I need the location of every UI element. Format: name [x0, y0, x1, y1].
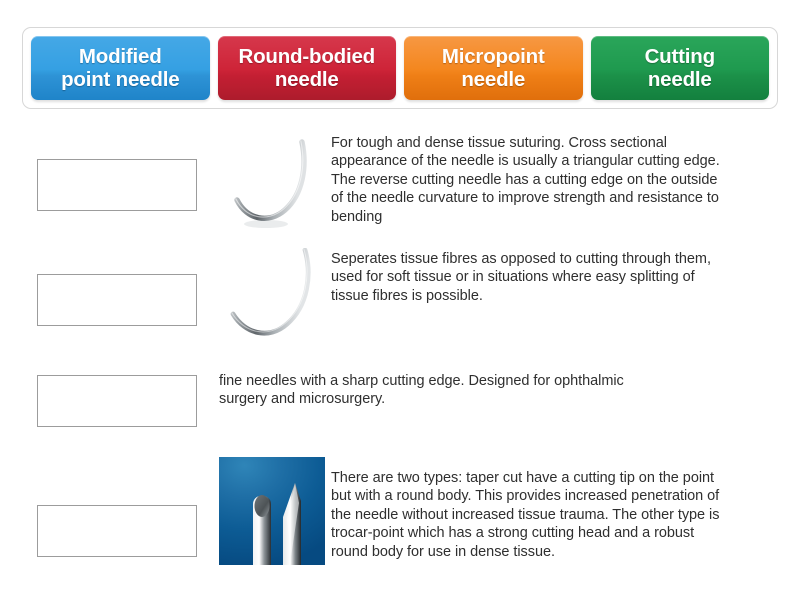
- dropzone-row-1[interactable]: [37, 159, 197, 211]
- tile-label-line2: point needle: [61, 68, 180, 91]
- tile-label-line1: Micropoint: [441, 45, 545, 68]
- row-description: fine needles with a sharp cutting edge. Designed for ophthalmic surgery and microsurgery.: [219, 373, 624, 408]
- tile-label-line1: Cutting: [644, 45, 715, 68]
- needle-tips-photo: [219, 457, 327, 565]
- table-row: [0, 456, 800, 586]
- tile-label: [238, 45, 375, 91]
- tile-label-line2: needle: [274, 68, 339, 91]
- curved-needle-icon: [219, 138, 327, 234]
- tile-round-bodied-needle[interactable]: [218, 36, 397, 100]
- tile-modified-point-needle[interactable]: [31, 36, 210, 100]
- table-row: [0, 118, 800, 236]
- tile-label-line2: needle: [461, 68, 526, 91]
- dropzone-row-4[interactable]: [37, 505, 197, 557]
- tile-label: [645, 45, 715, 91]
- needle-tips-photo-image: [219, 457, 325, 565]
- dropzone-row-2[interactable]: [37, 274, 197, 326]
- row-description: For tough and dense tissue suturing. Cross sectional appearance of the needle is usually a triangular cutting edge. The reverse cutting needle has a cutting edge on the outside of the needle curvature to improve strength and resistance to bending: [331, 135, 720, 225]
- tile-micropoint-needle[interactable]: [404, 36, 583, 100]
- dropzone-row-3[interactable]: [37, 375, 197, 427]
- tile-label-line1: Round-bodied: [238, 45, 375, 68]
- table-row: [0, 346, 800, 456]
- curved-needle-icon: [219, 248, 327, 344]
- tile-label: [442, 45, 545, 91]
- table-row: [0, 236, 800, 346]
- answer-tile-tray: [22, 27, 778, 109]
- tile-cutting-needle[interactable]: [591, 36, 770, 100]
- tile-label: [61, 45, 179, 91]
- tile-label-line1: Modified: [78, 45, 162, 68]
- tile-label-line2: needle: [647, 68, 712, 91]
- row-description: There are two types: taper cut have a cutting tip on the point but with a round body. This provides increased penetration of the needle without increased tissue trauma. The other type is trocar-point which has a strong cutting head and a robust round body for use in dense tissue.: [331, 470, 720, 560]
- row-description: Seperates tissue fibres as opposed to cutting through them, used for soft tissue or in situations where easy splitting of tissue fibres is possible.: [331, 251, 711, 304]
